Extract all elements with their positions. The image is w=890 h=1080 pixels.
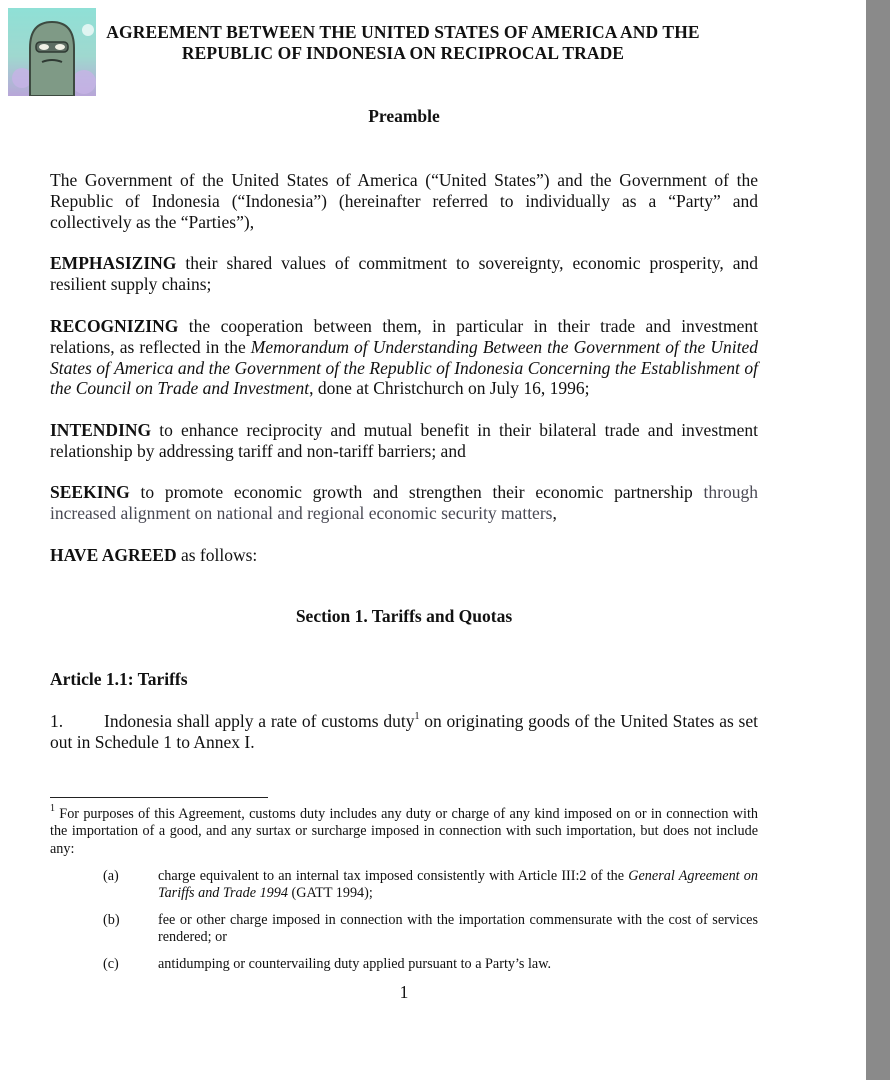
emphasizing-text: their shared values of commitment to sovereignty, economic prosperity, and resilient supply chains; — [50, 253, 758, 294]
seeking-text-gray: through increased alignment on national and regional economic security matters — [50, 482, 758, 523]
footnote-item-a-text-before: charge equivalent to an internal tax imposed consistently with Article III:2 of the — [158, 868, 629, 884]
footnote-marker: 1 — [50, 803, 55, 815]
clause-number: 1. — [50, 711, 64, 731]
title-line-1: AGREEMENT BETWEEN THE UNITED STATES OF AMERICA AND THE — [106, 22, 700, 42]
clause-text-after: on originating goods of the United States as set out in Schedule 1 to Annex I. — [50, 711, 758, 752]
intending-paragraph — [50, 420, 758, 462]
footnote-item-text: antidumping or countervailing duty applied pursuant to a Party’s law. — [158, 956, 552, 972]
footnote-1 — [50, 803, 758, 858]
article-heading: Article 1.1: Tariffs — [50, 669, 188, 689]
footnote-item-label: (c) — [103, 956, 119, 972]
page-number: 1 — [399, 982, 409, 1002]
have-agreed-text: as follows: — [176, 545, 258, 565]
section-heading: Section 1. Tariffs and Quotas — [295, 606, 513, 626]
avatar-icon — [8, 8, 96, 96]
preamble-heading: Preamble — [368, 106, 440, 126]
clause-text-before: Indonesia shall apply a rate of customs duty — [104, 711, 415, 731]
seeking-text-after: , — [552, 502, 557, 523]
intro-paragraph: The Government of the United States of America (“United States”) and the Government of the Republic of Indonesia (“Indonesia”) (hereinafter referred to individually as a “Party” and collectively as the “Parties”), — [50, 170, 758, 232]
recognizing-text-before: the cooperation between them, in particular in their trade and investment relations, as reflected in the — [50, 316, 758, 357]
intending-keyword: INTENDING — [50, 420, 152, 440]
seeking-paragraph — [50, 482, 758, 524]
footnote-item-label: (a) — [103, 868, 119, 884]
footnote-item-text: fee or other charge imposed in connection with the importation commensurate with the cost of services rendered; or — [158, 912, 758, 946]
recognizing-paragraph — [50, 316, 758, 399]
footnote-divider — [50, 797, 268, 798]
clause-1 — [50, 711, 758, 753]
seeking-keyword: SEEKING — [50, 482, 130, 502]
scrollbar[interactable] — [866, 0, 890, 1080]
document-title — [90, 22, 716, 64]
gatt-title: General Agreement on Tariffs and Trade 1994 — [158, 868, 758, 902]
avatar[interactable] — [8, 8, 96, 96]
footnote-reference[interactable]: 1 — [414, 711, 420, 723]
have-agreed-paragraph — [50, 545, 758, 566]
recognizing-keyword: RECOGNIZING — [50, 316, 179, 336]
footnote-item-label: (b) — [103, 912, 120, 928]
emphasizing-keyword: EMPHASIZING — [50, 253, 177, 273]
recognizing-text-after: , done at Christchurch on July 16, 1996; — [309, 378, 590, 399]
have-agreed-keyword: HAVE AGREED — [50, 545, 177, 565]
seeking-text-before: to promote economic growth and strengthen their economic partnership — [129, 482, 704, 502]
footnote-item-a-text-after: (GATT 1994); — [287, 885, 373, 902]
emphasizing-paragraph — [50, 253, 758, 295]
footnote-text: For purposes of this Agreement, customs duty includes any duty or charge of any kind imposed on or in connection with the importation of a good, and any surtax or surcharge imposed in connection with such importation, but does not include any: — [50, 806, 758, 857]
title-line-2: REPUBLIC OF INDONESIA ON RECIPROCAL TRADE — [181, 43, 625, 63]
footnote-item-text — [158, 868, 758, 903]
recognizing-mou-title: Memorandum of Understanding Between the Government of the United States of America and the Government of the Republic of Indonesia Concerning the Establishment of the Council on Trade and Investment — [50, 336, 758, 399]
intending-text: to enhance reciprocity and mutual benefit in their bilateral trade and investment relationship by addressing tariff and non-tariff barriers; and — [50, 420, 758, 461]
